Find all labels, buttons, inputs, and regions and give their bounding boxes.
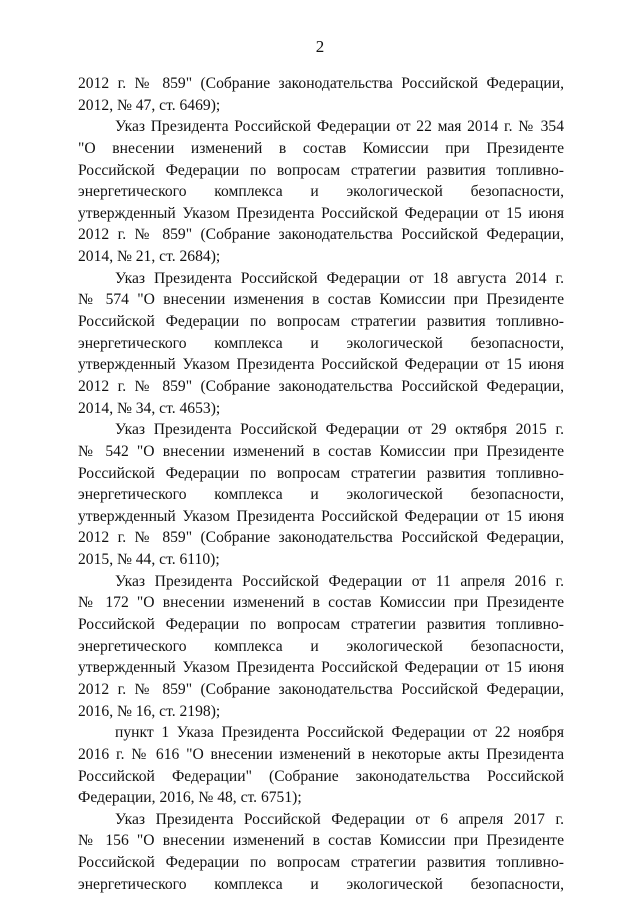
text-line: 2012, № 47, ст. 6469); bbox=[78, 96, 221, 114]
text-line: 2014, № 21, ст. 2684); bbox=[78, 248, 221, 266]
text-line: Указ Президента Российской Федерации от 18 августа 2014 г. bbox=[115, 269, 564, 287]
text-line: Российской Федерации" (Собрание законодательства Российской bbox=[78, 767, 564, 785]
text-line: энергетического комплекса и экологической безопасности, bbox=[78, 334, 564, 352]
text-line: Федерации, 2016, № 48, ст. 6751); bbox=[78, 789, 302, 807]
text-line: № 156 "О внесении изменений в состав Комиссии при Президенте bbox=[78, 832, 564, 850]
text-line: 2012 г. № 859" (Собрание законодательства Российской Федерации, bbox=[78, 377, 564, 395]
text-line: Указ Президента Российской Федерации от 11 апреля 2016 г. bbox=[115, 572, 564, 590]
document-body bbox=[78, 73, 564, 895]
text-line: 2012 г. № 859" (Собрание законодательства Российской Федерации, bbox=[78, 75, 564, 92]
text-line: Указ Президента Российской Федерации от 29 октября 2015 г. bbox=[115, 421, 564, 439]
text-line: Российской Федерации по вопросам стратегии развития топливно- bbox=[78, 854, 564, 872]
page-number: 2 bbox=[315, 37, 325, 56]
text-line: Указ Президента Российской Федерации от 22 мая 2014 г. № 354 bbox=[115, 118, 564, 136]
text-line: Российской Федерации по вопросам стратегии развития топливно- bbox=[78, 464, 564, 482]
text-line: энергетического комплекса и экологической безопасности, bbox=[78, 875, 564, 893]
text-line: энергетического комплекса и экологической безопасности, bbox=[78, 486, 564, 504]
text-line: 2012 г. № 859" (Собрание законодательства Российской Федерации, bbox=[78, 680, 564, 698]
text-line: 2012 г. № 859" (Собрание законодательства Российской Федерации, bbox=[78, 529, 564, 547]
text-line: 2012 г. № 859" (Собрание законодательства Российской Федерации, bbox=[78, 226, 564, 244]
text-line: Российской Федерации по вопросам стратегии развития топливно- bbox=[78, 616, 564, 634]
text-line: № 172 "О внесении изменений в состав Комиссии при Президенте bbox=[78, 594, 564, 612]
text-line: утвержденный Указом Президента Российской Федерации от 15 июня bbox=[78, 204, 564, 222]
text-line: 2016, № 16, ст. 2198); bbox=[78, 702, 221, 720]
text-line: № 574 "О внесении изменения в состав Комиссии при Президенте bbox=[78, 291, 564, 309]
text-line: 2016 г. № 616 "О внесении изменений в некоторые акты Президента bbox=[78, 745, 564, 763]
text-line: "О внесении изменений в состав Комиссии при Президенте bbox=[78, 139, 564, 157]
text-line: Российской Федерации по вопросам стратегии развития топливно- bbox=[78, 313, 564, 331]
text-line: № 542 "О внесении изменений в состав Комиссии при Президенте bbox=[78, 442, 564, 460]
text-line: энергетического комплекса и экологической безопасности, bbox=[78, 637, 564, 655]
text-line: энергетического комплекса и экологической безопасности, bbox=[78, 183, 564, 201]
text-line: утвержденный Указом Президента Российской Федерации от 15 июня bbox=[78, 356, 564, 374]
text-line: утвержденный Указом Президента Российской Федерации от 15 июня bbox=[78, 659, 564, 677]
text-line: утвержденный Указом Президента Российской Федерации от 15 июня bbox=[78, 507, 564, 525]
text-line: 2014, № 34, ст. 4653); bbox=[78, 399, 221, 417]
text-line: Российской Федерации по вопросам стратегии развития топливно- bbox=[78, 161, 564, 179]
text-line: 2015, № 44, ст. 6110); bbox=[78, 551, 220, 569]
text-line: пункт 1 Указа Президента Российской Федерации от 22 ноября bbox=[115, 724, 564, 742]
text-line: Указ Президента Российской Федерации от 6 апреля 2017 г. bbox=[115, 810, 564, 828]
